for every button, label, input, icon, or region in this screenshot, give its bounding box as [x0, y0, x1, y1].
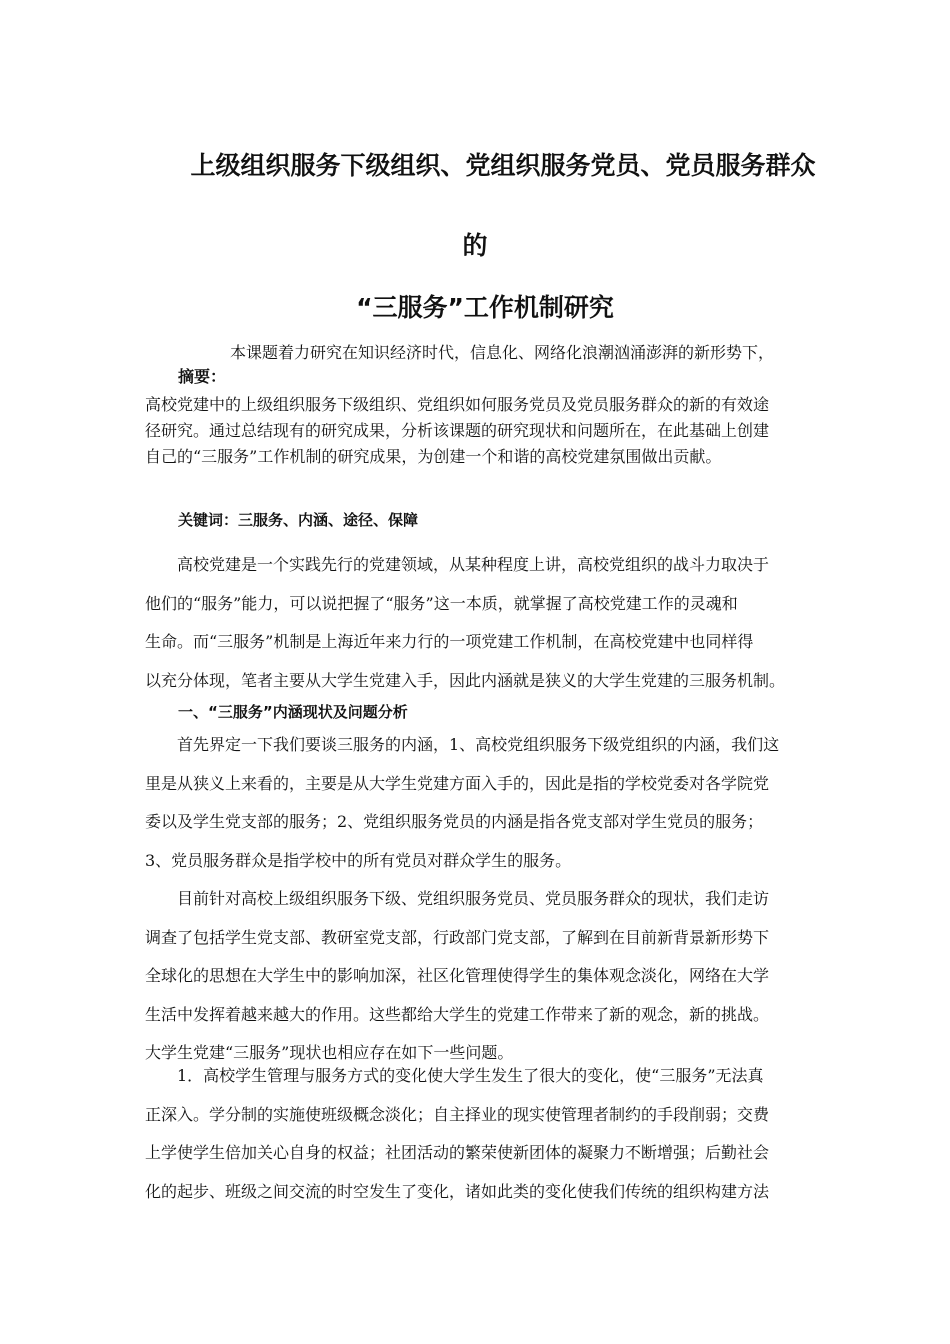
paragraph-problem-1 [145, 1057, 813, 1211]
paragraph-status [145, 880, 813, 1073]
paragraph-line: 生活中发挥着越来越大的作用。这些都给大学生的党建工作带来了新的观念，新的挑战。 [145, 1004, 770, 1024]
abstract-line: 自己的“三服务”工作机制的研究成果，为创建一个和谐的高校党建氛围做出贡献。 [145, 447, 722, 466]
paragraph-definition [145, 726, 813, 880]
title-line-1: 上级组织服务下级组织、党组织服务党员、党员服务群众 [190, 151, 816, 180]
paragraph-line: 委以及学生党支部的服务；2、党组织服务党员的内涵是指各党支部对学生党员的服务； [145, 812, 764, 832]
abstract-body [145, 392, 813, 470]
title-line-2: 的 [462, 231, 488, 260]
paragraph-line: 全球化的思想在大学生中的影响加深，社区化管理使得学生的集体观念淡化，网络在大学 [145, 966, 770, 986]
paragraph-intro [145, 546, 813, 700]
paragraph-line: 生命。而“三服务”机制是上海近年来力行的一项党建工作机制，在高校党建中也同样得 [145, 632, 754, 652]
title-line-3: “三服务”工作机制研究 [356, 293, 614, 322]
paragraph-line: 高校党建是一个实践先行的党建领域，从某种程度上讲，高校党组织的战斗力取决于 [177, 555, 770, 574]
paragraph-line: 以充分体现，笔者主要从大学生党建入手，因此内涵就是狭义的大学生党建的三服务机制。 [145, 670, 786, 690]
paragraph-line: 1．高校学生管理与服务方式的变化使大学生发生了很大的变化，使“三服务”无法真 [177, 1066, 764, 1085]
abstract-intro: 本课题着力研究在知识经济时代，信息化、网络化浪潮汹涌澎湃的新形势下， [230, 343, 775, 362]
paragraph-line: 上学使学生倍加关心自身的权益；社团活动的繁荣使新团体的凝聚力不断增强；后勤社会 [145, 1143, 770, 1163]
abstract-line: 径研究。通过总结现有的研究成果，分析该课题的研究现状和问题所在，在此基础上创建 [145, 421, 770, 440]
paragraph-line: 正深入。学分制的实施使班级概念淡化；自主择业的现实使管理者制约的手段削弱；交费 [145, 1104, 770, 1124]
paragraph-line: 调查了包括学生党支部、教研室党支部，行政部门党支部，了解到在目前新背景新形势下 [145, 927, 770, 947]
section-heading-1: 一、“三服务”内涵现状及问题分析 [178, 703, 408, 721]
keywords: 关键词：三服务、内涵、途径、保障 [178, 511, 419, 529]
abstract-line: 高校党建中的上级组织服务下级组织、党组织如何服务党员及党员服务群众的新的有效途 [145, 395, 770, 414]
paragraph-line: 大学生党建“三服务”现状也相应存在如下一些问题。 [145, 1043, 514, 1063]
paragraph-line: 化的起步、班级之间交流的时空发生了变化，诸如此类的变化使我们传统的组织构建方法 [145, 1181, 770, 1201]
paragraph-line: 3、党员服务群众是指学校中的所有党员对群众学生的服务。 [145, 850, 572, 870]
paragraph-line: 他们的“服务”能力，可以说把握了“服务”这一本质，就掌握了高校党建工作的灵魂和 [145, 593, 738, 613]
paragraph-line: 里是从狭义上来看的，主要是从大学生党建方面入手的，因此是指的学校党委对各学院党 [145, 773, 770, 793]
paragraph-line: 目前针对高校上级组织服务下级、党组织服务党员、党员服务群众的现状，我们走访 [177, 889, 770, 908]
paragraph-line: 首先界定一下我们要谈三服务的内涵，1、高校党组织服务下级党组织的内涵，我们这 [177, 735, 780, 754]
abstract-label: 摘要： [178, 367, 227, 386]
